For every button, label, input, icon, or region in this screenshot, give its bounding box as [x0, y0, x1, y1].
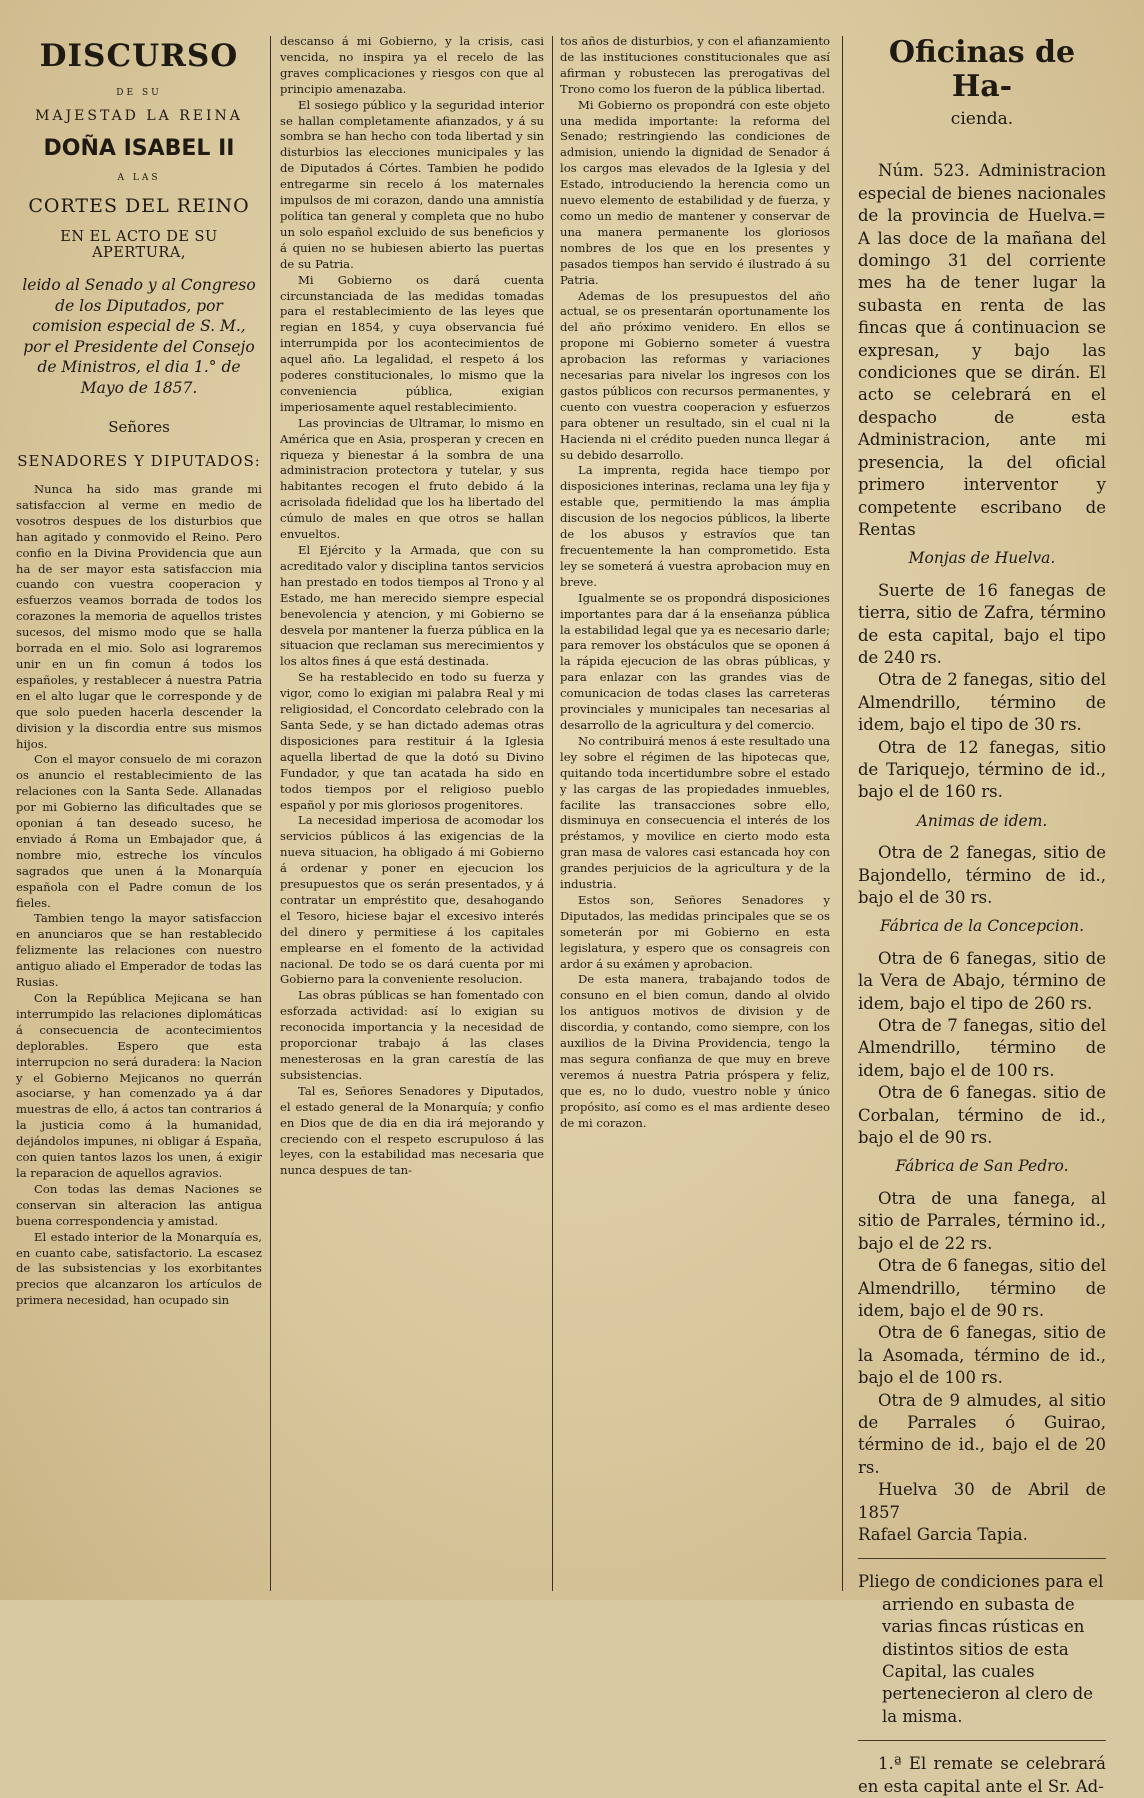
lot-item: Otra de 7 fanegas, sitio del Almendrillo, término de idem, bajo el de 100 rs. [858, 1016, 1106, 1080]
column-3 [560, 34, 830, 1132]
column-2 [280, 34, 544, 1179]
a-las-label: A LAS [117, 173, 161, 183]
paragraph: El sosiego público y la seguridad interior se hallan completamente afianzados, y á su sombra se han hecho con toda libertad y sin disturbios las elecciones municipales y las de Diputados á Córtes. Tambien he podido entregarme sin recelo á los maternales impulsos de mi corazon, dando una amnistía política tan general y completa que no hubo un solo español excluido de sus beneficios y á quien no se hubiesen abierto las puertas de su Patria. [280, 97, 544, 271]
paragraph: Nunca ha sido mas grande mi satisfaccion al verme en medio de vosotros despues de los disturbios que han agitado y conmovido el Reino. Pero confio en la Divina Providencia que aun ha de ser mayor esta satisfaccion mia cuando con vuestra cooperacion y esfuerzos veamos borrada de todos los corazones la memoria de aquellos tristes sucesos, del mismo modo que se halla borrada en el mio. Solo asi lograremos unir en un fin comun á todos los españoles, y restablecer á nuestra Patria en el alto lugar que le corresponde y de que solo pueden hacerla descender la division y la discordia entre sus mismos hijos. [16, 482, 262, 751]
column-1 [16, 34, 262, 1309]
lot-item: Otra de una fanega, al sitio de Parrales, término id., bajo el de 22 rs. [858, 1188, 1106, 1253]
paragraph: No contribuirá menos á este resultado una ley sobre el régimen de las hipotecas que, quitando toda incertidumbre sobre el estado y las cargas de las propiedades inmuebles, facilite las transacciones sobre ello, disminuya en consecuencia el interés de los préstamos, y movilice en cierto modo esta gran masa de valores casi estancada hoy con grandes perjuicios de la agricultura y de la industria. [560, 733, 830, 892]
paragraph: La imprenta, regida hace tiempo por disposiciones interinas, reclama una ley fija y estable que, permitiendo la mas ámplia discusion de los negocios públicos, la liberte de los abusos y estravíos que tan frecuentemente la han comprometido. Esta ley se someterá á vuestra aprobacion muy en breve. [560, 463, 830, 589]
paragraph: Con la República Mejicana se han interrumpido las relaciones diplomáticas á consecuencia de acontecimientos deplorables. Espero que esta interrupcion no será duradera: la Nacion y el Gobierno Mejicanos no querrán asociarse, y han comenzado ya á dar muestras de ello, á actos tan contrarios á la justicia como á la humanidad, dejándolos impunes, ni obligar á España, con quien tantos lazos los unen, á exigir la reparacion de aquellos agravios. [16, 991, 262, 1180]
leido-subtitle: leido al Senado y al Congreso de los Diputados, por comision especial de S. M., por el Presidente del Consejo de Ministros, el dia 1.° de Mayo de 1857. [22, 276, 256, 397]
column-rule [842, 36, 843, 1591]
lot-item: Otra de 12 fanegas, sitio de Tariquejo, término de id., bajo el de 160 rs. [858, 737, 1106, 802]
lot-item: Otra de 6 fanegas, sitio de la Vera de Abajo, término de idem, bajo el tipo de 260 rs. [858, 948, 1106, 1013]
paragraph: Igualmente se os propondrá disposiciones importantes para dar á la enseñanza pública la estabilidad legal que ya es necesario darle; para remover los obstáculos que se oponen á la rápida ejecucion de las obras públicas, y para enlazar con las grandes vias de comunicacion de todas clases las carreteras provinciales y municipales tan necesarias al desarrollo de la agricultura y del comercio. [560, 590, 830, 732]
column-rule [552, 36, 553, 1591]
column-rule [270, 36, 271, 1591]
oficinas-title: Oficinas de Ha- [888, 35, 1076, 104]
section-heading: Fábrica de la Concepcion. [879, 917, 1085, 936]
paragraph: Mi Gobierno os propondrá con este objeto una medida importante: la reforma del Senado; restringiendo las condiciones de admision, uniendo la dignidad de Senador á los cargos mas elevados de la Iglesia y del Estado, introduciendo la herencia como un nuevo elemento de estabilidad y de fuerza, y como un medio de mantener y conservar de una manera permanente los gloriosos nombres de los que en los presentes y pasados tiempos han servido é ilustrado á su Patria. [560, 97, 830, 287]
paragraph: El estado interior de la Monarquía es, en cuanto cabe, satisfactorio. La escasez de las subsistencias y los exorbitantes precios que alcanzaron los artículos de primera necesidad, han ocupado sin [16, 1229, 262, 1308]
acto-heading: EN EL ACTO DE SU APERTURA, [60, 229, 218, 261]
section-heading: Monjas de Huelva. [908, 549, 1056, 568]
lot-item: Otra de 9 almudes, al sitio de Parrales ó Guirao, término de id., bajo el de 20 rs. [858, 1390, 1106, 1477]
lot-item: Otra de 6 fanegas, sitio del Almendrillo, término de idem, bajo el de 90 rs. [858, 1256, 1106, 1320]
paragraph: Ademas de los presupuestos del año actual, se os presentarán oportunamente los del año próximo venidero. En ellos se propone mi Gobierno someter á vuestra aprobacion las reformas y variaciones necesarias para nivelar los ingresos con los gastos públicos con recursos permanentes, y cuento con vuestra cooperacion y esfuerzos para obtener un resultado, sin el cual ni la Hacienda ni el crédito pueden nunca llegar á su debido desarrollo. [560, 288, 830, 462]
pliego-heading: Pliego de condiciones para el arriendo en subasta de varias fincas rústicas en distintos sitios de esta Capital, las cuales pertenecieron al clero de la misma. [858, 1572, 1104, 1726]
majestad-label: MAJESTAD LA REINA [35, 108, 243, 124]
paragraph: La necesidad imperiosa de acomodar los servicios públicos á las exigencias de la nueva situacion, ha obligado á mi Gobierno á ordenar y poner en ejecucion los presupuestos que os serán presentados, y á contratar un empréstito que, desahogando el Tesoro, hiciese bajar el excesivo interés del dinero y permitiese á los capitales emplearse en el fomento de la actividad nacional. De todo se os dará cuenta por mi Gobierno para la conveniente resolucion. [280, 813, 544, 987]
lot-item: Suerte de 16 fanegas de tierra, sitio de Zafra, término de esta capital, bajo el tipo de 240 rs. [858, 580, 1106, 667]
paragraph: Las provincias de Ultramar, lo mismo en América que en Asia, prosperan y crecen en riqueza y bienestar á la sombra de una administracion protectora y tutelar, y sus habitantes recogen el fruto debido á la acrisolada fidelidad que los ha libertado del cúmulo de males en que otros se hallan envueltos. [280, 415, 544, 542]
column-4 [858, 34, 1106, 1798]
section-heading: Animas de idem. [916, 811, 1048, 830]
paragraph: El Ejército y la Armada, que con su acreditado valor y disciplina tantos servicios han prestado en todos tiempos al Trono y al Estado, me han merecido siempre especial benevolencia y atencion, y mi Gobierno se desvela por mantener la fuerza pública en la situacion que reclaman sus merecimientos y los altos fines á que está destinada. [280, 543, 544, 669]
notice-intro: Núm. 523. Administracion especial de bienes nacionales de la provincia de Huelva.= A las doce de la mañana del domingo 31 del corriente mes ha de tener lugar la subasta en renta de las fincas que á continuacion se expresan, y bajo las condiciones que se dirán. El acto se celebrará en el despacho de esta Administracion, ante mi presencia, la del oficial primero interventor y competente escribano de Rentas [858, 161, 1106, 539]
cortes-heading: CORTES DEL REINO [28, 195, 250, 217]
paragraph: Mi Gobierno os dará cuenta circunstanciada de las medidas tomadas para el restablecimiento de las leyes que regian en 1854, y cuya observancia fué interrumpida por los acontecimientos de aquel año. La legalidad, el respeto á los poderes constitucionales, lo mismo que la conveniencia pública, exigian imperiosamente aquel restablecimiento. [280, 272, 544, 414]
paragraph: Con todas las demas Naciones se conservan sin alteracion las antigua buena correspondencia y amistad. [16, 1181, 262, 1228]
lot-item: Otra de 2 fanegas, sitio de Bajondello, término de id., bajo el de 30 rs. [858, 843, 1106, 907]
discurso-title: DISCURSO [39, 38, 239, 74]
condition-1: 1.ª El remate se celebrará en esta capital ante el Sr. Ad- [858, 1754, 1106, 1796]
notice-date: Huelva 30 de Abril de 1857 [858, 1480, 1106, 1522]
lot-item: Otra de 6 fanegas. sitio de Corbalan, término de id., bajo el de 90 rs. [858, 1083, 1106, 1148]
queen-name: DOÑA ISABEL II [43, 136, 235, 161]
paragraph: descanso á mi Gobierno, y la crisis, casi vencida, no inspira ya el recelo de las graves complicaciones y riesgos con que al principio amenazaba. [280, 34, 544, 96]
de-su-label: DE SU [116, 88, 162, 98]
lot-item: Otra de 2 fanegas, sitio del Almendrillo, término de idem, bajo el tipo de 30 rs. [858, 670, 1106, 735]
divider [858, 1740, 1106, 1741]
paragraph: Se ha restablecido en todo su fuerza y vigor, como lo exigian mi palabra Real y mi religiosidad, el Concordato celebrado con la Santa Sede, y se han dictado ademas otras disposiciones para restituir á la Iglesia aquella libertad de que la dotó su Divino Fundador, y que tan acatada ha sido en todos tiempos por el religioso pueblo español y por mis gloriosos progenitores. [280, 670, 544, 812]
notice-signer: Rafael Garcia Tapia. [858, 1524, 1028, 1544]
paragraph: Las obras públicas se han fomentado con esforzada actividad: así lo exigian su reconocida importancia y la necesidad de proporcionar trabajo á las clases menesterosas en la gran carestía de las subsistencias. [280, 988, 544, 1082]
oficinas-title-continued: cienda. [950, 109, 1014, 129]
speech-text-col1 [16, 482, 262, 1309]
section-heading: Fábrica de San Pedro. [895, 1157, 1069, 1176]
senadores-diputados-heading: SENADORES Y DIPUTADOS: [17, 452, 261, 470]
senores-salutation: Señores [108, 418, 170, 436]
paragraph: Con el mayor consuelo de mi corazon os anuncio el restablecimiento de las relaciones con la Santa Sede. Allanadas por mi Gobierno las dificultades que se oponian á tan deseado suceso, he enviado á Roma un Embajador que, á nombre mio, estreche los vínculos sagrados que unen á la Monarquía española con el Padre comun de los fieles. [16, 752, 262, 910]
lot-item: Otra de 6 fanegas, sitio de la Asomada, término de id., bajo el de 100 rs. [858, 1323, 1106, 1388]
paragraph: Estos son, Señores Senadores y Diputados, las medidas principales que se os someterán por mi Gobierno en esta legislatura, y espero que os consagreis con ardor á su exámen y aprobacion. [560, 892, 830, 971]
paragraph: Tambien tengo la mayor satisfaccion en anunciaros que se han restablecido felizmente las relaciones con nuestro antiguo aliado el Emperador de todas las Rusias. [16, 911, 262, 990]
paragraph: Tal es, Señores Senadores y Diputados, el estado general de la Monarquía; y confio en Dios que de dia en dia irá mejorando y creciendo con el respeto escrupuloso á las leyes, con la estabilidad mas necesaria que nunca despues de tan- [280, 1083, 544, 1178]
paragraph: tos años de disturbios, y con el afianzamiento de las instituciones constitucionales que así afirman y robustecen las prerogativas del Trono como los fueron de la pública libertad. [560, 34, 830, 96]
paragraph: De esta manera, trabajando todos de consuno en el bien comun, dando al olvido los antiguos motivos de division y de discordia, y contando, como siempre, con los auxilios de la Divina Providencia, tengo la mas segura confianza de que muy en breve veremos á nuestra Patria próspera y feliz, que es, no lo dudo, vuestro noble y único propósito, así como es el mas ardiente deseo de mi corazon. [560, 972, 830, 1130]
divider [858, 1558, 1106, 1559]
